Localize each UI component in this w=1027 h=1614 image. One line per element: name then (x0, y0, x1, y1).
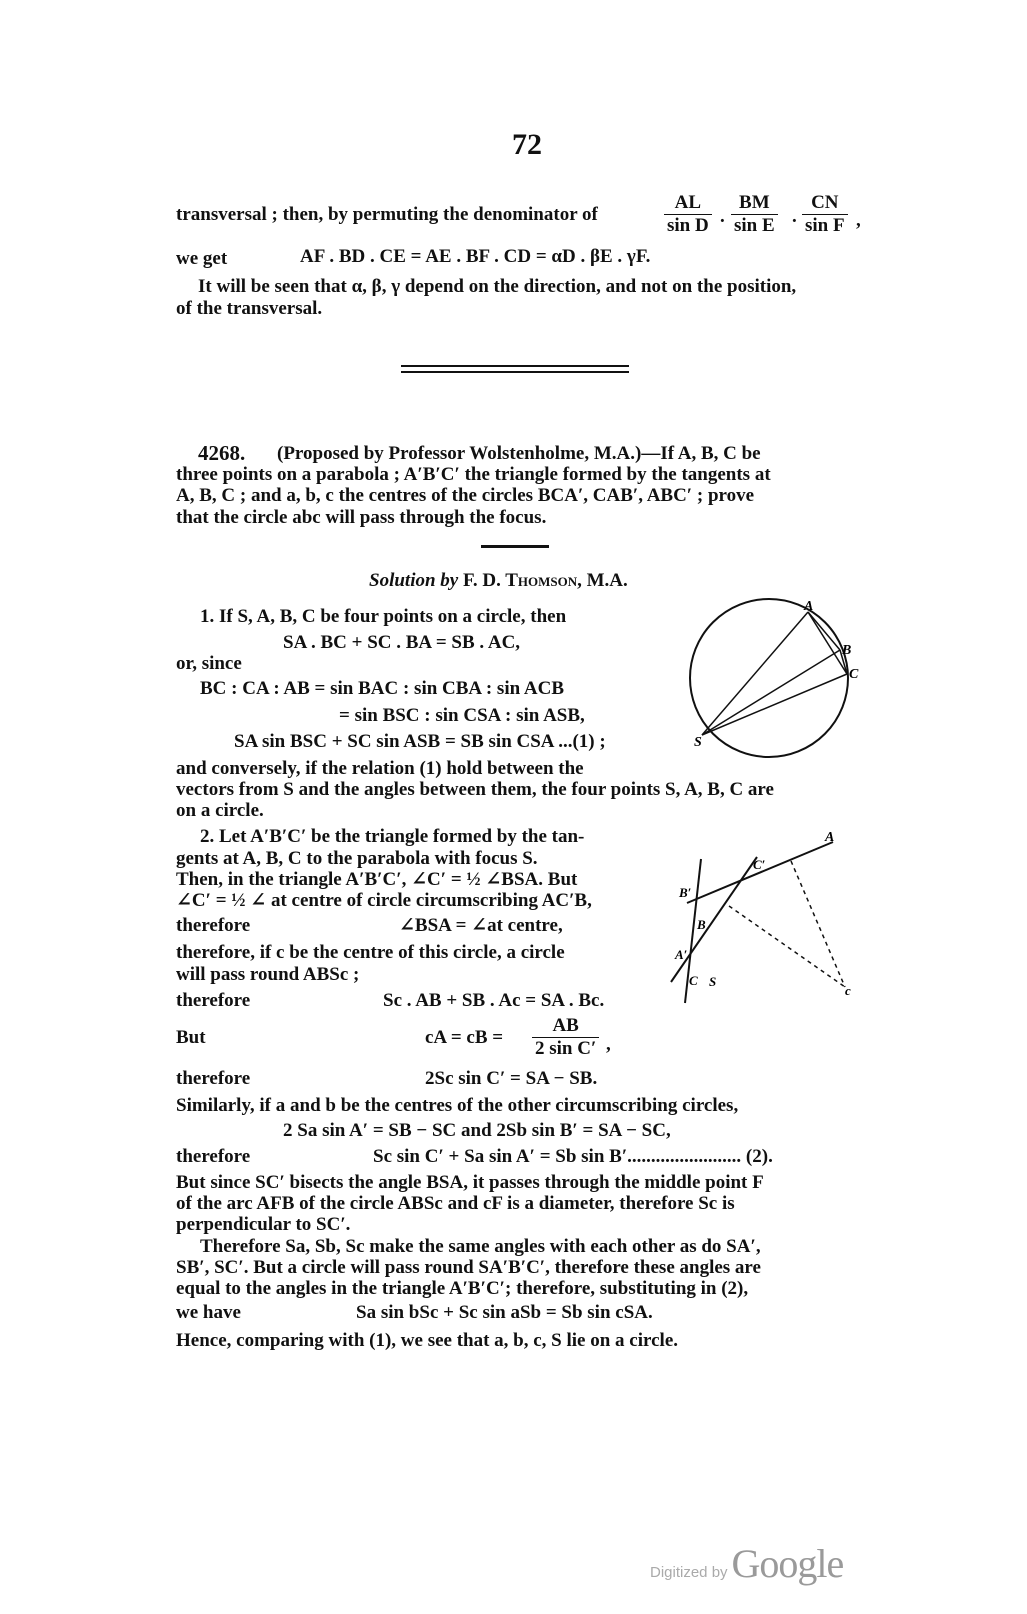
dot-separator: . (720, 206, 725, 227)
solution-line-s2-18: SB′, SC′. But a circle will pass round SA′B′C′, therefore these angles are (176, 1257, 761, 1278)
chord-ab (808, 612, 840, 650)
solution-line-s2-9a: But (176, 1027, 206, 1048)
problem-line-1: (Proposed by Professor Wolstenholme, M.A.)—If A, B, C be (277, 443, 761, 464)
label-a: A (825, 830, 835, 845)
fraction-bm-sine (731, 192, 778, 237)
solution-line-s2-9b: cA = cB = (425, 1027, 504, 1048)
solution-line-s2-19: equal to the angles in the triangle A′B′C′; therefore, substituting in (2), (176, 1278, 749, 1299)
solution-line-s1-9: on a circle. (176, 800, 264, 821)
solution-line-s2-8a: therefore (176, 990, 251, 1011)
fraction-numerator: AL (664, 192, 712, 215)
digitized-watermark (650, 1540, 843, 1587)
solution-line-s1-1: 1. If S, A, B, C be four points on a circle, then (200, 606, 567, 627)
solution-line-s2-12: 2 Sa sin A′ = SB − SC and 2Sb sin B′ = SA − SC, (283, 1120, 671, 1141)
problem-line-2: three points on a parabola ; A′B′C′ the triangle formed by the tangents at (176, 464, 771, 485)
label-c-prime: C′ (753, 857, 766, 872)
problem-line-3: A, B, C ; and a, b, c the centres of the circles BCA′, CAB′, ABC′ ; prove (176, 485, 755, 506)
short-rule (481, 545, 549, 548)
solution-line-s1-5: = sin BSC : sin CSA : sin ASB, (339, 705, 585, 726)
solution-line-s2-6: therefore, if c be the centre of this circle, a circle (176, 942, 565, 963)
fraction-cn-sinf (802, 192, 848, 237)
top-line-3: It will be seen that α, β, γ depend on the direction, and not on the position, (198, 276, 797, 297)
page-number: 72 (512, 128, 542, 161)
tangent-line-b1 (671, 857, 757, 982)
label-c: C (689, 973, 698, 988)
fraction-al-sind (664, 192, 712, 237)
solution-line-s2-4: ∠C′ = ½ ∠ at centre of circle circumscribing AC′B, (176, 890, 592, 911)
solution-line-s2-20b: Sa sin bSc + Sc sin aSb = Sb sin cSA. (356, 1302, 653, 1323)
double-rule-bottom (401, 371, 629, 373)
solution-heading-italic: Solution by (369, 570, 459, 591)
chord-sb (702, 650, 840, 735)
top-line-1: transversal ; then, by permuting the denominator of (176, 204, 598, 225)
dashed-line-2 (791, 861, 845, 987)
solution-line-s1-7: and conversely, if the relation (1) hold between the (176, 758, 584, 779)
fraction-numerator: BM (731, 192, 778, 215)
tangent-triangle-figure (665, 825, 865, 1010)
solution-line-s2-17: Therefore Sa, Sb, Sc make the same angles with each other as do SA′, (200, 1236, 761, 1257)
label-c-centre: c (845, 983, 851, 998)
top-line-2-lead: we get (176, 248, 228, 269)
solution-line-s2-5a: therefore (176, 915, 251, 936)
fraction-denominator: sin D (667, 215, 709, 236)
solution-line-s2-11: Similarly, if a and b be the centres of the other circumscribing circles, (176, 1095, 739, 1116)
solution-line-s2-5b: ∠BSA = ∠at centre, (399, 915, 563, 936)
solution-line-s2-1: 2. Let A′B′C′ be the triangle formed by the tan- (200, 826, 585, 847)
comma-separator: , (856, 210, 861, 231)
solution-line-s1-4: BC : CA : AB = sin BAC : sin CBA : sin ACB (200, 678, 564, 699)
top-line-2-equation: AF . BD . CE = AE . BF . CD = αD . βE . γF. (300, 246, 651, 267)
comma-separator: , (606, 1034, 611, 1055)
problem-number: 4268. (198, 441, 246, 465)
label-a-prime: A′ (675, 947, 688, 962)
circle-figure (680, 598, 860, 758)
label-c: C (849, 667, 859, 682)
problem-line-4: that the circle abc will pass through the focus. (176, 507, 547, 528)
solution-line-s1-3: or, since (176, 653, 242, 674)
fraction-denominator: sin F (805, 215, 845, 236)
label-b-prime: B′ (679, 885, 692, 900)
watermark-small-text: Digitized by (650, 1564, 728, 1581)
chord-sc (702, 674, 847, 735)
solution-line-s2-20a: we have (176, 1302, 241, 1323)
solution-line-s2-15: of the arc AFB of the circle ABSc and cF is a diameter, therefore Sc is (176, 1193, 735, 1214)
fraction-numerator: CN (802, 192, 848, 215)
solution-line-s2-13a: therefore (176, 1146, 251, 1167)
solution-line-s2-10b: 2Sc sin C′ = SA − SB. (425, 1068, 598, 1089)
circle-outline (690, 599, 848, 757)
watermark-logo-text: Google (731, 1541, 844, 1586)
solution-line-s2-21: Hence, comparing with (1), we see that a, b, c, S lie on a circle. (176, 1330, 679, 1351)
solution-line-s2-7: will pass round ABSc ; (176, 964, 360, 985)
solution-line-s1-6: SA sin BSC + SC sin ASB = SB sin CSA ...(1) ; (234, 731, 606, 752)
solution-line-s2-14: But since SC′ bisects the angle BSA, it passes through the middle point F (176, 1172, 764, 1193)
label-a: A (804, 599, 814, 614)
fraction-denominator: sin E (734, 215, 775, 236)
dashed-line-1 (729, 906, 845, 987)
top-line-4: of the transversal. (176, 298, 323, 319)
label-s: S (694, 735, 702, 750)
fraction-numerator: AB (532, 1015, 599, 1038)
solution-line-s2-13b: Sc sin C′ + Sa sin A′ = Sb sin B′........................ (2). (373, 1146, 773, 1167)
solution-line-s2-2: gents at A, B, C to the parabola with focus S. (176, 848, 538, 869)
tangent-line-c1 (687, 842, 833, 903)
solution-line-s2-8b: Sc . AB + SB . Ac = SA . Bc. (383, 990, 605, 1011)
fraction-denominator: 2 sin C′ (535, 1038, 597, 1059)
label-s: S (709, 974, 717, 989)
solution-line-s2-3: Then, in the triangle A′B′C′, ∠C′ = ½ ∠BSA. But (176, 869, 578, 890)
chord-sa (702, 612, 808, 735)
solution-line-s2-16: perpendicular to SC′. (176, 1214, 351, 1235)
label-b: B (842, 643, 852, 658)
dot-separator: . (792, 206, 797, 227)
solution-line-s1-8: vectors from S and the angles between them, the four points S, A, B, C are (176, 779, 774, 800)
label-b: B (697, 917, 706, 932)
fraction-ab-2sinc (532, 1015, 599, 1060)
solution-heading (369, 570, 628, 592)
solution-line-s1-2: SA . BC + SC . BA = SB . AC, (283, 632, 521, 653)
solution-line-s2-10a: therefore (176, 1068, 251, 1089)
solution-author: F. D. Thomson, M.A. (462, 570, 628, 591)
double-rule-top (401, 365, 629, 367)
